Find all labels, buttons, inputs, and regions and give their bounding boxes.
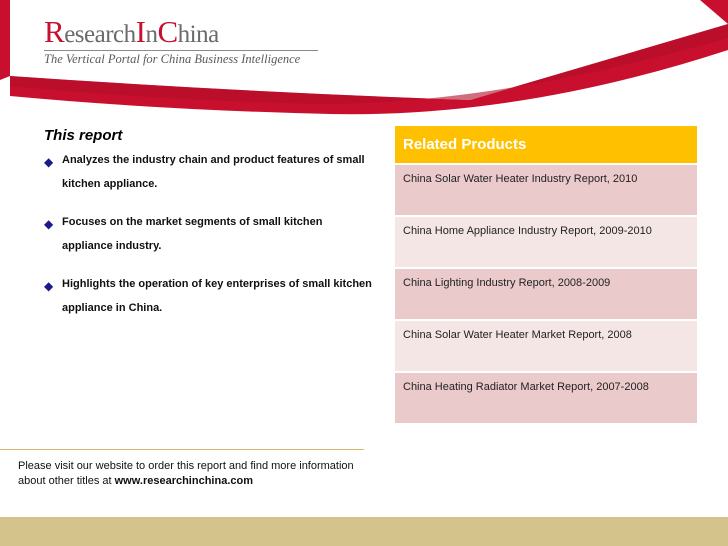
diamond-bullet-icon: ◆ [44,217,54,231]
related-products-header: Related Products [395,126,697,163]
bullet-text: Highlights the operation of key enterprises of small kitchen appliance in China. [62,278,372,314]
diamond-bullet-icon: ◆ [44,155,54,169]
logo-part: I [135,14,146,49]
related-product-link[interactable]: China Heating Radiator Market Report, 2007-2008 [403,381,649,393]
report-summary [44,127,374,340]
logo-rule [44,50,318,51]
related-products-table [395,126,697,423]
related-product-item[interactable] [395,319,697,371]
bullet-item [44,216,374,258]
logo-part: R [44,14,65,49]
logo-part: C [157,14,178,49]
header-banner [0,0,728,118]
tagline: The Vertical Portal for China Business Intelligence [44,52,301,66]
bullet-item [44,154,374,196]
related-product-item[interactable] [395,267,697,319]
website-link[interactable]: www.researchinchina.com [114,475,253,487]
footer-text: Please visit our website to order this report and find more information about other titles at [18,460,354,487]
bullet-text: Focuses on the market segments of small kitchen appliance industry. [62,216,323,252]
related-product-item[interactable] [395,163,697,215]
bullet-text: Analyzes the industry chain and product features of small kitchen appliance. [62,154,365,190]
related-product-link[interactable]: China Home Appliance Industry Report, 2009-2010 [403,225,652,237]
footer-note [18,459,378,489]
bottom-band [0,517,728,546]
related-product-link[interactable]: China Lighting Industry Report, 2008-2009 [403,277,611,289]
report-heading: This report [44,127,123,144]
logo-part: esearch [64,21,136,48]
related-product-link[interactable]: China Solar Water Heater Market Report, 2008 [403,329,632,341]
related-product-item[interactable] [395,215,697,267]
related-product-item[interactable] [395,371,697,423]
logo-part: n [145,21,158,48]
logo-part: hina [177,21,219,48]
footer-divider [0,449,364,450]
logo [44,14,219,50]
bullet-item [44,278,374,320]
related-product-link[interactable]: China Solar Water Heater Industry Report, 2010 [403,173,638,185]
diamond-bullet-icon: ◆ [44,279,54,293]
